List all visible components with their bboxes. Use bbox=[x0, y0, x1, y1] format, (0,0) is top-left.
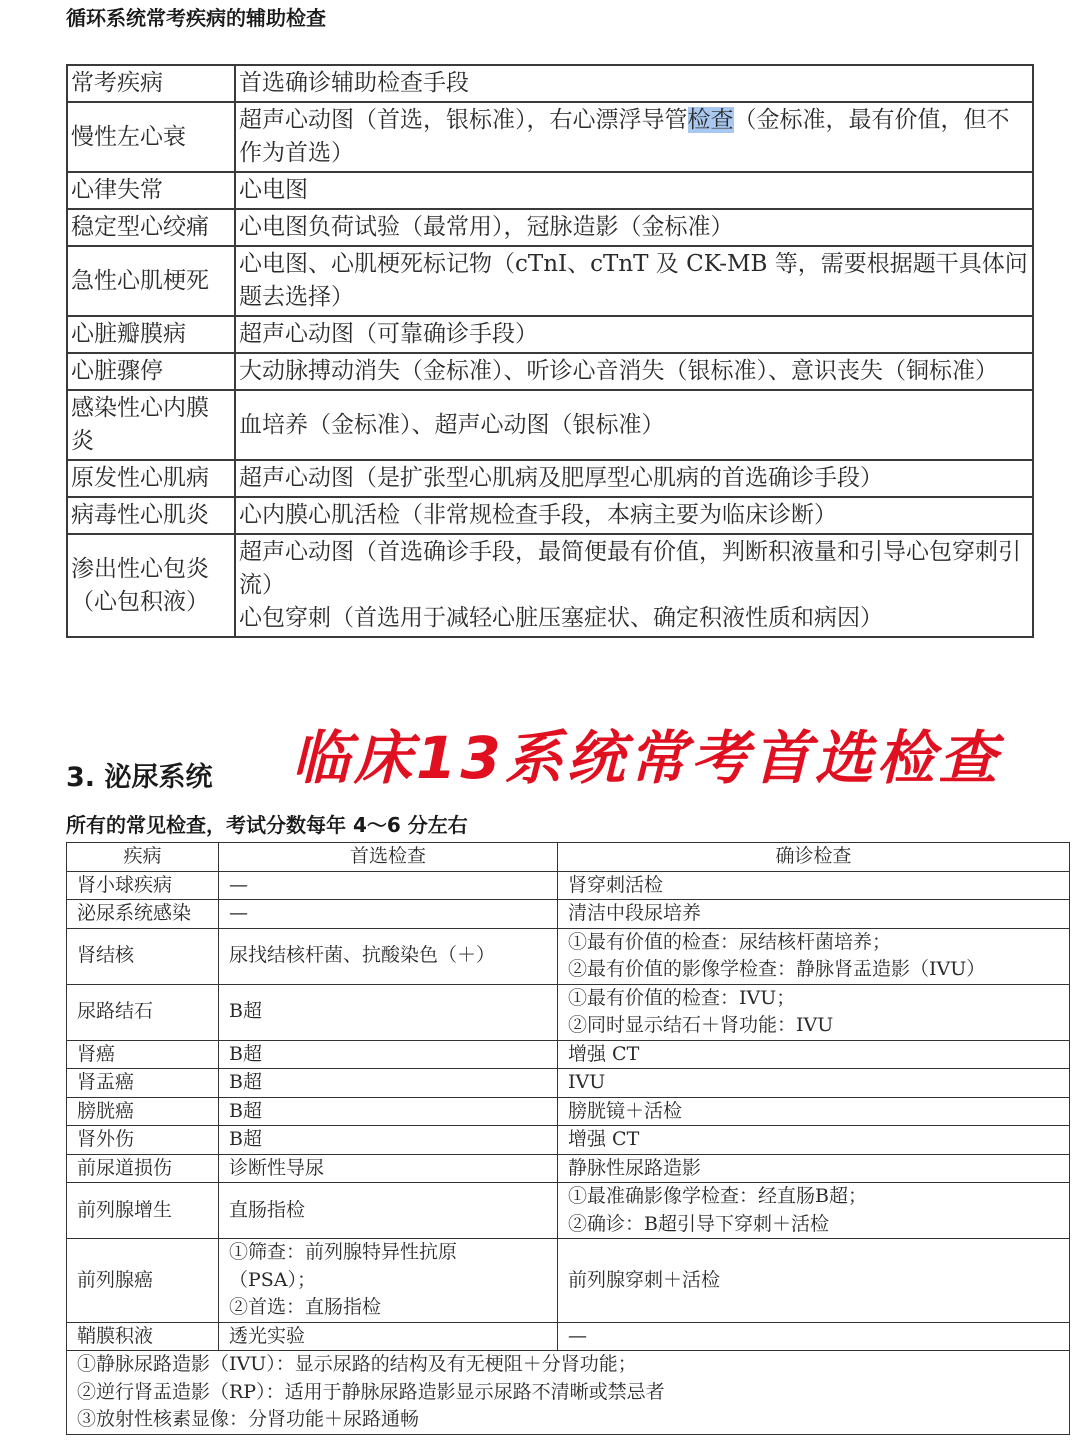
disease-cell: 肾小球疾病 bbox=[67, 871, 219, 900]
disease-cell: 尿路结石 bbox=[67, 984, 219, 1040]
first-exam-cell bbox=[219, 1239, 558, 1323]
table-row bbox=[67, 460, 1033, 497]
disease-cell: 肾外伤 bbox=[67, 1126, 219, 1155]
confirm-exam-cell bbox=[558, 928, 1070, 984]
first-exam-cell: — bbox=[219, 871, 558, 900]
exam-cell: 心电图负荷试验（最常用），冠脉造影（金标准） bbox=[235, 209, 1033, 246]
first-exam-cell: B超 bbox=[219, 1097, 558, 1126]
exam-cell bbox=[235, 102, 1033, 172]
note-line: ③放射性核素显像：分肾功能＋尿路通畅 bbox=[77, 1408, 420, 1430]
exam-text: （金标准，最有价值，但不作为首选） bbox=[239, 107, 1010, 166]
disease-cell: 感染性心内膜炎 bbox=[67, 390, 235, 460]
confirm-line: ①最有价值的检查：尿结核杆菌培养； bbox=[568, 930, 892, 953]
first-line: ②首选：直肠指检 bbox=[229, 1296, 382, 1318]
disease-cell: 原发性心肌病 bbox=[67, 460, 235, 497]
table-row bbox=[67, 871, 1070, 900]
confirm-line: ②最有价值的影像学检查：静脉肾盂造影（IVU） bbox=[568, 958, 986, 980]
disease-cell: 泌尿系统感染 bbox=[67, 900, 219, 929]
disease-line: （心包积液） bbox=[71, 588, 209, 615]
exam-cell: 超声心动图（可靠确诊手段） bbox=[235, 316, 1033, 353]
disease-cell: 慢性左心衰 bbox=[67, 102, 235, 172]
confirm-exam-cell: 增强 CT bbox=[558, 1040, 1070, 1069]
confirm-exam-cell bbox=[558, 984, 1070, 1040]
circulatory-exam-table bbox=[66, 64, 1034, 638]
first-exam-cell: 直肠指检 bbox=[219, 1183, 558, 1239]
notes-cell bbox=[67, 1351, 1070, 1435]
exam-cell: 大动脉搏动消失（金标准）、听诊心音消失（银标准）、意识丧失（铜标准） bbox=[235, 353, 1033, 390]
confirm-line: ②同时显示结石＋肾功能：IVU bbox=[568, 1014, 834, 1036]
table-row bbox=[67, 390, 1033, 460]
exam-line: 心包穿刺（首选用于减轻心脏压塞症状、确定积液性质和病因） bbox=[239, 605, 883, 631]
disease-cell: 心律失常 bbox=[67, 172, 235, 209]
table-row bbox=[67, 928, 1070, 984]
table-row bbox=[67, 172, 1033, 209]
first-exam-cell: 尿找结核杆菌、抗酸染色（＋） bbox=[219, 928, 558, 984]
header-disease: 常考疾病 bbox=[67, 65, 235, 102]
table-row bbox=[67, 497, 1033, 534]
header-disease: 疾病 bbox=[67, 843, 219, 872]
disease-cell: 前列腺增生 bbox=[67, 1183, 219, 1239]
first-exam-cell: B超 bbox=[219, 1040, 558, 1069]
confirm-exam-cell: 清洁中段尿培养 bbox=[558, 900, 1070, 929]
exam-cell: 超声心动图（是扩张型心肌病及肥厚型心肌病的首选确诊手段） bbox=[235, 460, 1033, 497]
disease-line: 渗出性心包炎 bbox=[71, 555, 209, 582]
confirm-exam-cell: 增强 CT bbox=[558, 1126, 1070, 1155]
table-row bbox=[67, 534, 1033, 637]
first-exam-cell: 透光实验 bbox=[219, 1322, 558, 1351]
disease-cell: 前列腺癌 bbox=[67, 1239, 219, 1323]
document-title: 循环系统常考疾病的辅助检查 bbox=[66, 6, 326, 30]
table-row bbox=[67, 209, 1033, 246]
section-heading: 3. 泌尿系统 bbox=[66, 762, 213, 793]
table-row bbox=[67, 353, 1033, 390]
exam-cell: 心电图 bbox=[235, 172, 1033, 209]
header-first-exam: 首选检查 bbox=[219, 843, 558, 872]
exam-cell: 心内膜心肌活检（非常规检查手段，本病主要为临床诊断） bbox=[235, 497, 1033, 534]
table-row bbox=[67, 1239, 1070, 1323]
confirm-line: ①最有价值的检查：IVU； bbox=[568, 986, 796, 1009]
confirm-exam-cell: IVU bbox=[558, 1069, 1070, 1098]
disease-cell: 肾结核 bbox=[67, 928, 219, 984]
confirm-exam-cell: 静脉性尿路造影 bbox=[558, 1154, 1070, 1183]
first-line: （PSA）； bbox=[229, 1268, 317, 1291]
exam-cell bbox=[235, 534, 1033, 637]
disease-cell: 肾癌 bbox=[67, 1040, 219, 1069]
disease-cell: 膀胱癌 bbox=[67, 1097, 219, 1126]
red-stamp-title: 临床13系统常考首选检查 bbox=[292, 724, 1001, 792]
table-row bbox=[67, 900, 1070, 929]
confirm-exam-cell: 前列腺穿刺＋活检 bbox=[558, 1239, 1070, 1323]
confirm-exam-cell: 肾穿刺活检 bbox=[558, 871, 1070, 900]
note-line: ②逆行肾盂造影（RP）：适用于静脉尿路造影显示尿路不清晰或禁忌者 bbox=[77, 1380, 665, 1403]
first-exam-cell: B超 bbox=[219, 984, 558, 1040]
confirm-exam-cell: 膀胱镜＋活检 bbox=[558, 1097, 1070, 1126]
first-exam-cell: B超 bbox=[219, 1069, 558, 1098]
first-exam-cell: B超 bbox=[219, 1126, 558, 1155]
urinary-exam-table bbox=[66, 842, 1070, 1435]
table-row bbox=[67, 1183, 1070, 1239]
disease-cell: 稳定型心绞痛 bbox=[67, 209, 235, 246]
table-header-row bbox=[67, 843, 1070, 872]
table-row bbox=[67, 1322, 1070, 1351]
disease-cell: 心脏瓣膜病 bbox=[67, 316, 235, 353]
disease-cell: 肾盂癌 bbox=[67, 1069, 219, 1098]
table-header-row bbox=[67, 65, 1033, 102]
section-subtitle: 所有的常见检查，考试分数每年 4～6 分左右 bbox=[66, 813, 468, 837]
exam-cell: 血培养（金标准）、超声心动图（银标准） bbox=[235, 390, 1033, 460]
disease-cell: 病毒性心肌炎 bbox=[67, 497, 235, 534]
disease-cell: 鞘膜积液 bbox=[67, 1322, 219, 1351]
confirm-exam-cell bbox=[558, 1183, 1070, 1239]
table-row bbox=[67, 1126, 1070, 1155]
notes-row bbox=[67, 1351, 1070, 1435]
first-exam-cell: 诊断性导尿 bbox=[219, 1154, 558, 1183]
first-exam-cell: — bbox=[219, 900, 558, 929]
table-row bbox=[67, 1040, 1070, 1069]
first-line: ①筛查：前列腺特异性抗原 bbox=[229, 1241, 458, 1263]
table-row bbox=[67, 102, 1033, 172]
table-row bbox=[67, 1069, 1070, 1098]
confirm-exam-cell: — bbox=[558, 1322, 1070, 1351]
exam-text: 超声心动图（首选，银标准），右心漂浮导管 bbox=[239, 107, 688, 133]
table-row bbox=[67, 984, 1070, 1040]
table-row bbox=[67, 246, 1033, 316]
header-confirm-exam: 确诊检查 bbox=[558, 843, 1070, 872]
exam-line: 超声心动图（首选确诊手段，最简便最有价值，判断积液量和引导心包穿刺引流） bbox=[239, 539, 1021, 598]
header-exam: 首选确诊辅助检查手段 bbox=[235, 65, 1033, 102]
exam-cell: 心电图、心肌梗死标记物（cTnI、cTnT 及 CK-MB 等，需要根据题干具体问题去选择） bbox=[235, 246, 1033, 316]
disease-cell: 急性心肌梗死 bbox=[67, 246, 235, 316]
table-row bbox=[67, 1097, 1070, 1126]
table-row bbox=[67, 316, 1033, 353]
highlighted-text: 检查 bbox=[687, 107, 734, 133]
table-row bbox=[67, 1154, 1070, 1183]
disease-cell bbox=[67, 534, 235, 637]
confirm-line: ①最准确影像学检查：经直肠B超； bbox=[568, 1185, 867, 1207]
disease-cell: 前尿道损伤 bbox=[67, 1154, 219, 1183]
confirm-line: ②确诊：B超引导下穿刺＋活检 bbox=[568, 1212, 829, 1235]
disease-cell: 心脏骤停 bbox=[67, 353, 235, 390]
note-line: ①静脉尿路造影（IVU）：显示尿路的结构及有无梗阻＋分肾功能； bbox=[77, 1353, 637, 1375]
